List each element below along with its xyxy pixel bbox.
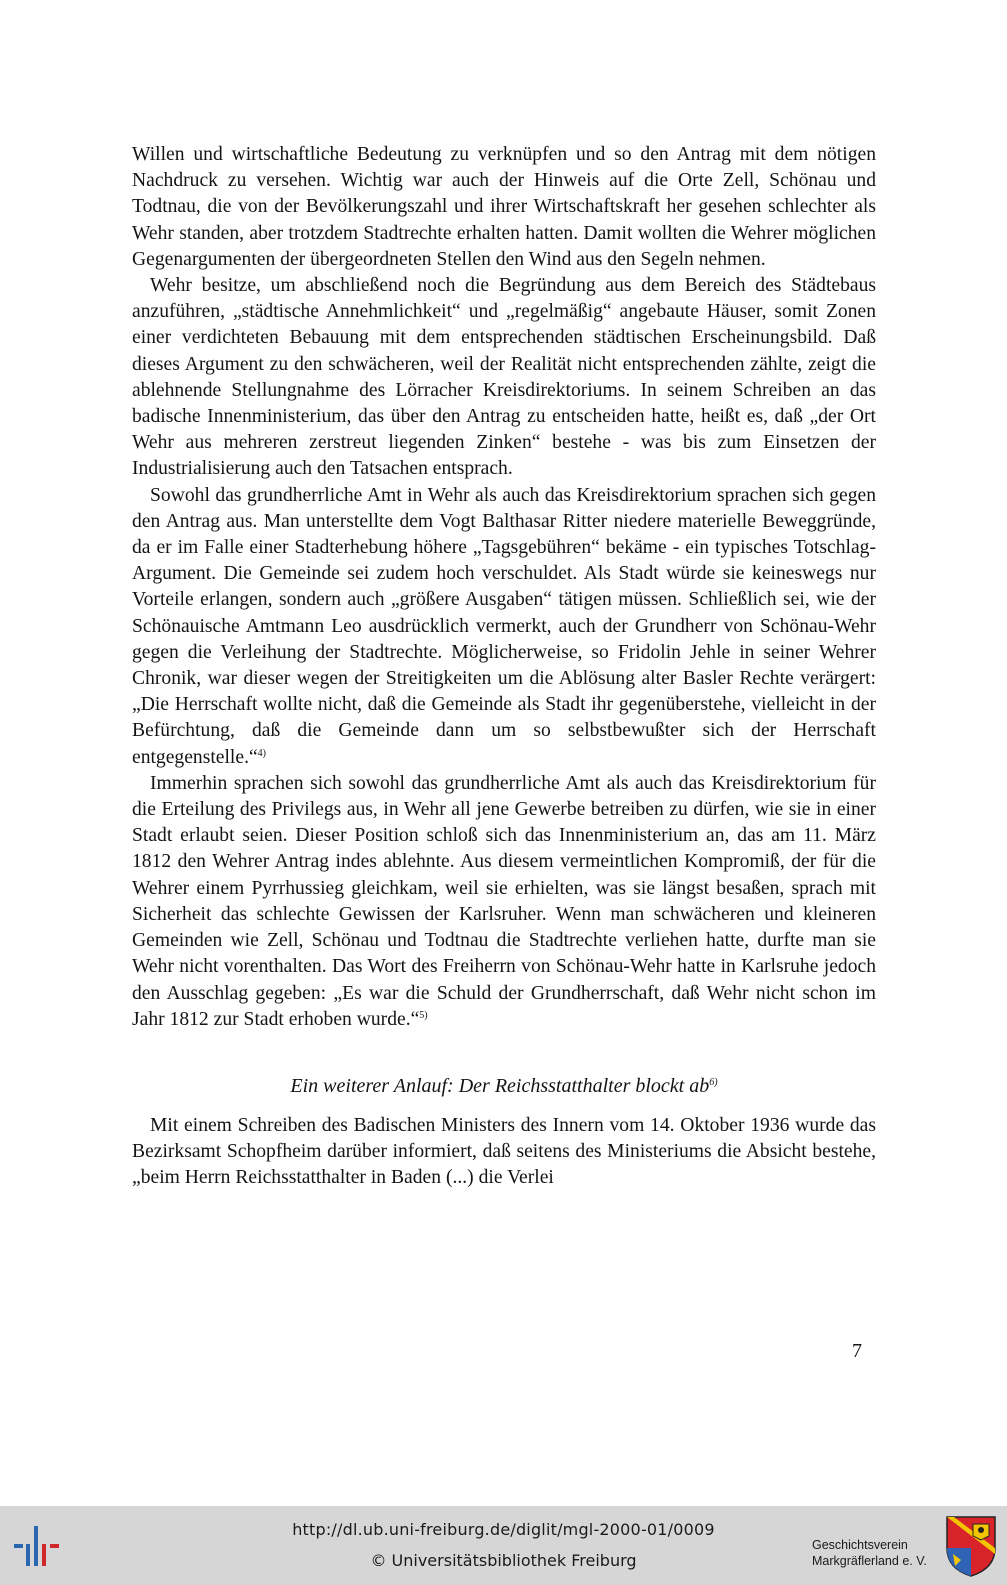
paragraph-5-text: Mit einem Schreiben des Badischen Ministers des Innern vom 14. Oktober 1936 wurde das Bezirksamt Schopfheim darüber informiert, daß seitens des Ministeriums die Absicht bestehe, „beim Herrn Reichsstatthalter in Baden (...) die Verlei <box>132 1114 876 1189</box>
footer-bar <box>0 1506 1007 1585</box>
paragraph-2 <box>132 273 876 483</box>
coat-of-arms-icon <box>944 1514 998 1578</box>
section-heading-text: Ein weiterer Anlauf: Der Reichsstatthalter blockt ab <box>290 1074 710 1097</box>
footer-copyright: © Universitätsbibliothek Freiburg <box>370 1551 637 1570</box>
paragraph-5 <box>132 1113 876 1192</box>
footnote-marker-5: 5) <box>419 1009 428 1021</box>
society-name <box>812 1537 927 1569</box>
paragraph-4 <box>132 771 876 1033</box>
page-body <box>132 142 876 1192</box>
section-heading <box>132 1073 876 1099</box>
society-line-2: Markgräflerland e. V. <box>812 1554 927 1568</box>
paragraph-3-text: Sowohl das grundherrliche Amt in Wehr als auch das Kreisdirektorium sprachen sich gegen den Antrag aus. Man unterstellte dem Vogt Balthasar Ritter niedere materielle Beweggründe, da er im Falle einer Stadterhebung höhere „Tagsgebühren“ bekäme - ein typisches Totschlag-Argument. Die Gemeinde sei zudem hoch verschuldet. Als Stadt würde sie keineswegs nur Vorteile erlangen, sondern auch „größere Ausgaben“ tätigen müssen. Schließlich sei, wie der Schönauische Amtmann Leo ausdrücklich vermerkt, auch der Grundherr von Schönau-Wehr gegen die Verleihung der Stadtrechte. Möglicherweise, so Fridolin Jehle in seiner Wehrer Chronik, war dieser wegen der Streitigkeiten um die Ablösung alter Basler Rechte verärgert: „Die Herrschaft wollte nicht, daß die Gemeinde als Stadt ihr gegenüberstehe, vielleicht in der Befürchtung, daß die Gemeinde dann um so selbstbewußter sich der Herrschaft entgegenstelle.“ <box>132 484 876 768</box>
paragraph-2-text: Wehr besitze, um abschließend noch die Begründung aus dem Bereich des Städtebaus anzuführen, „städtische Annehmlichkeit“ und „regelmäßig“ angebaute Häuser, somit Zonen einer verdichteten Bebauung mit dem entsprechenden städtischen Erscheinungsbild. Daß dieses Argument zu den schwächeren, weil der Realität nicht entsprechenden zählte, zeigt die ablehnende Stellungnahme des Lörracher Kreisdirektoriums. In seinem Schreiben an das badische Innenministerium, das über den Antrag zu entscheiden hatte, heißt es, daß „der Ort Wehr aus mehreren zerstreut liegenden Zinken“ bestehe - was bis zum Einsetzen der Industrialisierung auch den Tatsachen entsprach. <box>132 275 876 480</box>
paragraph-1 <box>132 142 876 273</box>
footnote-marker-4: 4) <box>257 747 267 759</box>
footnote-marker-6: 6) <box>709 1076 718 1088</box>
footer-url[interactable]: http://dl.ub.uni-freiburg.de/diglit/mgl-2000-01/0009 <box>292 1520 715 1539</box>
paragraph-4-text: Immerhin sprachen sich sowohl das grundherrliche Amt als auch das Kreisdirektorium für die Erteilung des Privilegs aus, in Wehr all jene Gewerbe betreiben zu dürfen, wie sie in einer Stadt erlaubt seien. Dieser Position schloß sich das Innenministerium an, das am 11. März 1812 den Wehrer Antrag indes ablehnte. Aus diesem vermeintlichen Kompromiß, der für die Wehrer einem Pyrrhussieg gleichkam, weil sie erhielten, was sie längst besaßen, sprach mit Sicherheit das schlechte Gewissen der Karlsruher. Wenn man schwächeren und kleineren Gemeinden wie Zell, Schönau und Todtnau die Stadtrechte verliehen hatte, durfte man sie Wehr nicht vorenthalten. Das Wort des Freiherrn von Schönau-Wehr hatte in Karlsruhe jedoch den Ausschlag gegeben: „Es war die Schuld der Grundherrschaft, daß Wehr nicht schon im Jahr 1812 zur Stadt erhoben wurde.“ <box>132 772 876 1030</box>
society-line-1: Geschichtsverein <box>812 1538 908 1552</box>
page-number: 7 <box>852 1340 862 1362</box>
paragraph-3 <box>132 483 876 771</box>
paragraph-1-text: Willen und wirtschaftliche Bedeutung zu verknüpfen und so den Antrag mit dem nötigen Nachdruck zu versehen. Wichtig war auch der Hinweis auf die Orte Zell, Schönau und Todtnau, die von der Bevölkerungszahl und ihrer Wirtschaftskraft her gesehen schlechter als Wehr standen, aber trotzdem Stadtrechte erhalten hatten. Damit wollten die Wehrer möglichen Gegenargumenten der übergeordneten Stellen den Wind aus den Segeln nehmen. <box>132 144 876 270</box>
